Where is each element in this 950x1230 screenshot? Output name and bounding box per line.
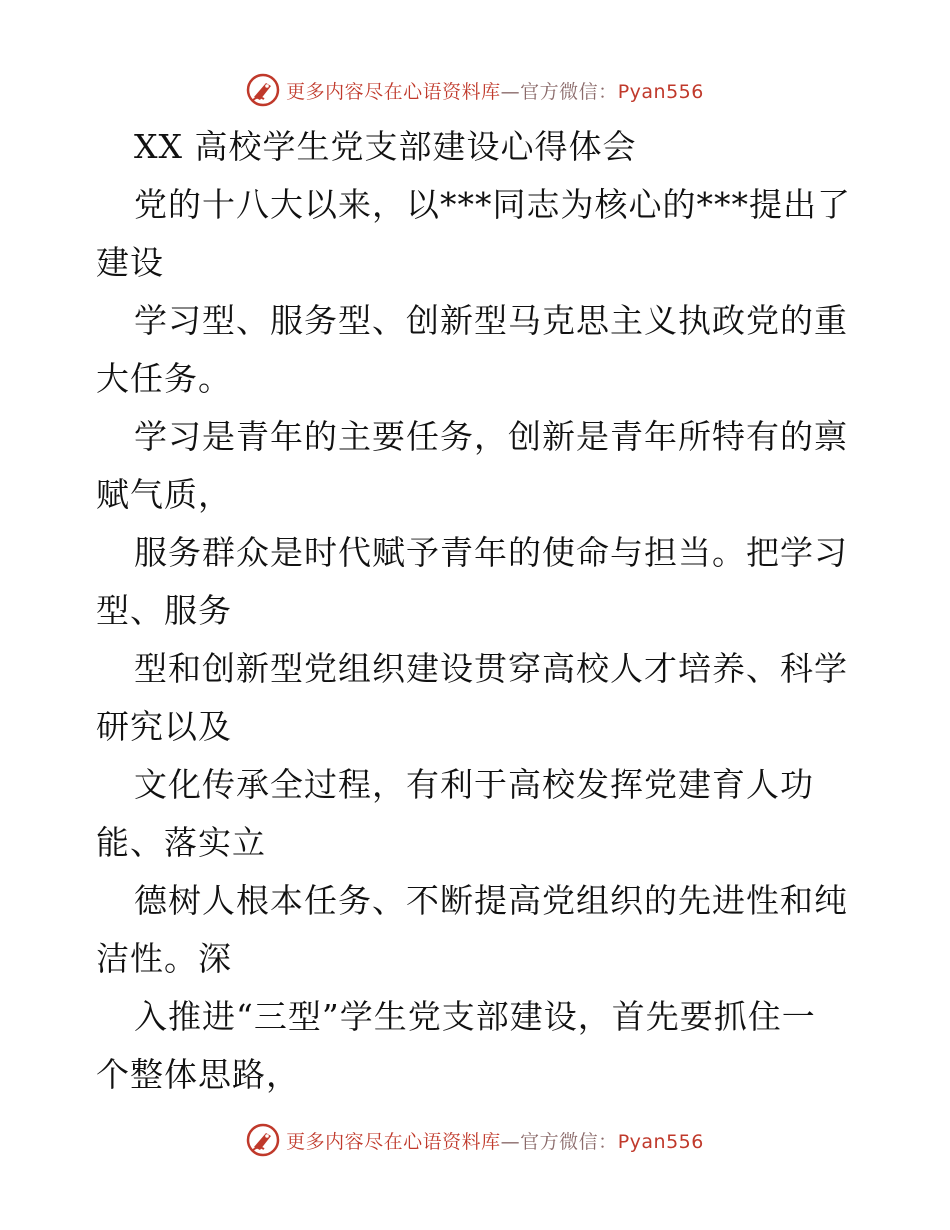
document-body <box>96 118 856 1104</box>
paragraph-line: 研究以及 <box>96 707 232 746</box>
paragraph-line: 大任务。 <box>96 359 232 398</box>
banner-contact-id: Pyan556 <box>617 1130 704 1153</box>
banner-dash: — <box>500 1130 521 1153</box>
paragraph-line: 德树人根本任务、不断提高党组织的先进性和纯 <box>134 881 848 920</box>
paragraph-line: 型和创新型党组织建设贯穿高校人才培养、科学 <box>134 649 848 688</box>
banner-contact-label: 官方微信： <box>520 1130 618 1153</box>
banner-dash: — <box>500 80 521 103</box>
pen-nib-logo-icon <box>246 73 280 107</box>
header-banner <box>0 70 950 110</box>
paragraph-line: 赋气质， <box>96 475 232 514</box>
paragraph-line: 文化传承全过程，有利于高校发挥党建育人功 <box>134 765 814 804</box>
footer-banner <box>0 1120 950 1160</box>
paragraph-line: 洁性。深 <box>96 939 232 978</box>
paragraph-line: 能、落实立 <box>96 823 266 862</box>
banner-contact-label: 官方微信： <box>520 80 618 103</box>
paragraph-line: 入推进“三型”学生党支部建设，首先要抓住一 <box>134 997 816 1036</box>
paragraph-line: 型、服务 <box>96 591 232 630</box>
paragraph-line: 党的十八大以来，以***同志为核心的***提出了 <box>134 185 851 224</box>
banner-main-text: 更多内容尽在心语资料库 <box>286 1130 501 1153</box>
pen-nib-logo-icon <box>246 1123 280 1157</box>
paragraph-line: 个整体思路， <box>96 1055 300 1094</box>
paragraph-line: 学习型、服务型、创新型马克思主义执政党的重 <box>134 301 848 340</box>
paragraph-line: 服务群众是时代赋予青年的使命与担当。把学习 <box>134 533 848 572</box>
banner-text <box>286 1127 704 1154</box>
banner-contact-id: Pyan556 <box>617 80 704 103</box>
banner-text <box>286 77 704 104</box>
banner-main-text: 更多内容尽在心语资料库 <box>286 80 501 103</box>
paragraph-line: 学习是青年的主要任务，创新是青年所特有的禀 <box>134 417 848 456</box>
paragraph-line: 建设 <box>96 243 164 282</box>
document-title: XX 高校学生党支部建设心得体会 <box>134 127 637 166</box>
